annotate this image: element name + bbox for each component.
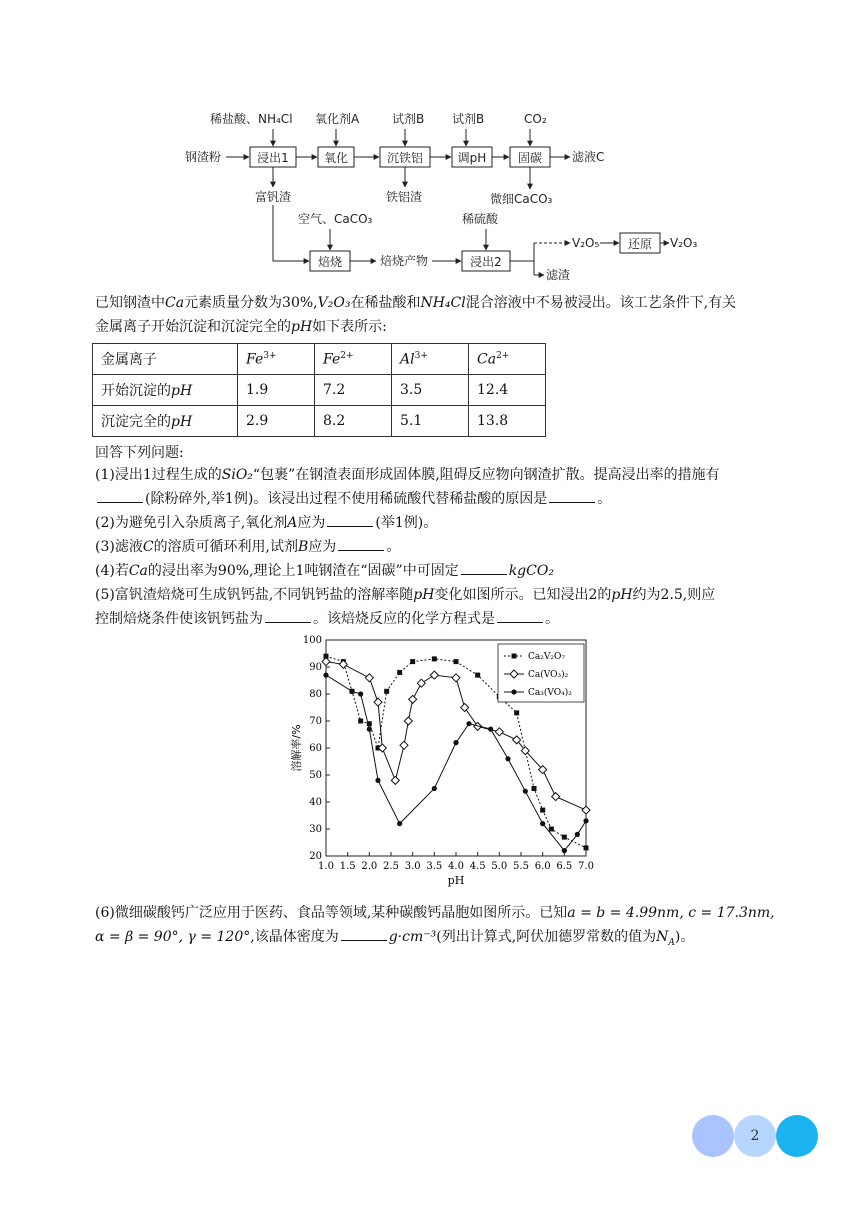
series-2-point xyxy=(404,717,412,725)
series-1-point xyxy=(514,710,519,715)
series-3-point xyxy=(523,789,528,794)
series-3-point xyxy=(466,721,471,726)
x-tick-label: 7.0 xyxy=(578,861,594,872)
table-cell: 1.9 xyxy=(238,375,315,406)
q6-line-1: (6)微细碳酸钙广泛应用于医药、食品等领域,某种碳酸钙晶胞如图所示。已知a = b = 4.99nm, c = 17.3nm, xyxy=(95,905,775,921)
q1-line-1: (1)浸出1过程生成的SiO₂“包裹”在钢渣表面形成固体膜,阻碍反应物向钢渣扩散。提高浸出率的措施有 xyxy=(95,467,720,483)
table-row xyxy=(93,406,546,437)
label-filtrate-c: 滤液C xyxy=(572,150,605,164)
q4-line: (4)若Ca的浸出率为90%,理论上1吨钢渣在“固碳”中可固定 kgCO₂ xyxy=(95,560,815,582)
label-roast-product: 焙烧产物 xyxy=(380,254,429,268)
header-cell: $Ca^{2+}$ xyxy=(469,344,546,375)
y-tick-label: 70 xyxy=(309,716,322,727)
pager-circle-right xyxy=(776,1115,818,1157)
series-3-point xyxy=(432,786,437,791)
answer-blank[interactable] xyxy=(97,488,143,503)
x-tick-label: 4.0 xyxy=(448,861,464,872)
series-1-point xyxy=(410,659,415,664)
q1-line-2: (除粉碎外,举1例)。该浸出过程不使用稀硫酸代替稀盐酸的原因是 。 xyxy=(95,488,815,510)
series-2-point xyxy=(417,679,425,687)
legend-entry: Ca₃(VO₄)₂ xyxy=(528,688,572,698)
table-cell: 5.1 xyxy=(392,406,469,437)
table-cell: 7.2 xyxy=(315,375,392,406)
x-tick-label: 2.0 xyxy=(361,861,378,872)
q6-line-2: α = β = 90°, γ = 120°,该晶体密度为 g·cm⁻³(列出计算式,阿伏加德罗常数的值为$N_A$)。 xyxy=(95,926,815,954)
label-residue: 滤渣 xyxy=(546,268,571,282)
series-2-point xyxy=(400,741,408,749)
intro-line-2: 金属离子开始沉淀和沉淀完全的pH如下表所示: xyxy=(95,319,387,335)
series-1-point xyxy=(432,656,437,661)
series-2-point xyxy=(430,671,438,679)
header-cell: $Fe^{3+}$ xyxy=(238,344,315,375)
label-fe-al-slag: 铁铝渣 xyxy=(386,190,423,204)
series-1-point xyxy=(532,786,537,791)
answer-blank[interactable] xyxy=(497,608,543,623)
series-3-point xyxy=(375,778,380,783)
x-tick-label: 1.0 xyxy=(318,861,334,872)
box-roast-label: 焙烧 xyxy=(317,255,343,269)
box-reduce-label: 还原 xyxy=(627,237,653,251)
series-3-point xyxy=(367,727,372,732)
answer-blank[interactable] xyxy=(338,536,384,551)
answer-blank[interactable] xyxy=(461,560,507,575)
label-rich-v-slag: 富钒渣 xyxy=(255,190,292,204)
x-tick-label: 3.0 xyxy=(404,861,421,872)
answer-blank[interactable] xyxy=(341,926,387,941)
legend-entry: Ca(VO₃)₂ xyxy=(528,670,569,680)
header-cell: $Al^{3+}$ xyxy=(392,344,469,375)
series-3-point xyxy=(488,727,493,732)
input-co2: CO₂ xyxy=(524,112,547,126)
header-cell: 金属离子 xyxy=(93,344,238,375)
y-tick-label: 20 xyxy=(309,851,322,862)
x-tick-label: 6.0 xyxy=(534,861,551,872)
answer-lead: 回答下列问题: xyxy=(95,445,184,461)
table-cell: 8.2 xyxy=(315,406,392,437)
box-leach2-label: 浸出2 xyxy=(470,255,502,269)
q5-line-2: 控制焙烧条件使该钒钙盐为 。该焙烧反应的化学方程式是 。 xyxy=(95,608,815,630)
q5-line-1: (5)富钒渣焙烧可生成钒钙盐,不同钒钙盐的溶解率随pH变化如图所示。已知浸出2的pH约为2.5,则应 xyxy=(95,587,716,603)
series-1-point xyxy=(562,835,567,840)
box-leach1-label: 浸出1 xyxy=(257,151,289,165)
x-tick-label: 3.5 xyxy=(426,861,443,872)
series-2-point xyxy=(552,793,560,801)
series-1-point xyxy=(358,719,363,724)
y-tick-label: 40 xyxy=(309,797,322,808)
series-2-point xyxy=(322,658,330,666)
x-tick-label: 4.5 xyxy=(469,861,486,872)
precipitation-ph-table xyxy=(92,343,546,437)
table-cell: 2.9 xyxy=(238,406,315,437)
series-1-point xyxy=(454,659,459,664)
row-label: 开始沉淀的pH xyxy=(93,375,238,406)
series-2-point xyxy=(378,744,386,752)
x-axis-label: pH xyxy=(447,874,465,887)
y-tick-label: 80 xyxy=(309,689,322,700)
y-tick-label: 50 xyxy=(309,770,322,781)
box-fe-al-label: 沉铁铝 xyxy=(386,151,424,165)
series-1-point xyxy=(475,673,480,678)
input-reagent-b2: 试剂B xyxy=(452,112,485,126)
pager-circle-left xyxy=(692,1115,734,1157)
series-2-point xyxy=(452,674,460,682)
input-oxidant: 氧化剂A xyxy=(315,112,360,126)
series-2-point xyxy=(339,660,347,668)
answer-blank[interactable] xyxy=(327,512,373,527)
series-2-point xyxy=(582,806,590,814)
series-1-point xyxy=(397,670,402,675)
answer-blank[interactable] xyxy=(549,488,595,503)
page-number: 2 xyxy=(734,1115,776,1157)
table-row xyxy=(93,375,546,406)
x-tick-label: 1.5 xyxy=(339,861,356,872)
table-header-row xyxy=(93,344,546,375)
table-cell: 13.8 xyxy=(469,406,546,437)
x-tick-label: 5.5 xyxy=(513,861,529,872)
label-v2o3: V₂O₃ xyxy=(670,236,698,250)
series-2-point xyxy=(409,695,417,703)
intro-line-1: 已知钢渣中Ca元素质量分数为30%,V₂O₃在稀盐酸和NH₄Cl混合溶液中不易被浸出。该工艺条件下,有关 xyxy=(95,295,737,311)
x-tick-label: 6.5 xyxy=(556,861,573,872)
y-tick-label: 90 xyxy=(309,662,322,673)
y-axis-label: 溶解率/% xyxy=(290,724,303,772)
input-air-caco3: 空气、CaCO₃ xyxy=(298,212,373,226)
series-3-point xyxy=(349,689,354,694)
series-3-point xyxy=(397,821,402,826)
series-3-point xyxy=(540,821,545,826)
y-tick-label: 60 xyxy=(309,743,322,754)
table-cell: 3.5 xyxy=(392,375,469,406)
series-3-point xyxy=(453,740,458,745)
label-v2o5: V₂O₅ xyxy=(572,236,600,250)
legend-entry: Ca₂V₂O₇ xyxy=(528,652,565,662)
series-2-point xyxy=(391,776,399,784)
series-3-point xyxy=(323,673,328,678)
row-label: 沉淀完全的pH xyxy=(93,406,238,437)
box-oxidize-label: 氧化 xyxy=(323,151,349,165)
q2-line: (2)为避免引入杂质离子,氧化剂A应为 (举1例)。 xyxy=(95,512,815,534)
input-acid-nh4cl: 稀盐酸、NH₄Cl xyxy=(210,112,293,126)
box-ph-label: 调pH xyxy=(457,151,487,165)
x-tick-label: 2.5 xyxy=(383,861,399,872)
series-3-point xyxy=(575,832,580,837)
series-3-point xyxy=(505,756,510,761)
series-2-point xyxy=(461,704,469,712)
series-2-point xyxy=(365,674,373,682)
series-1-point xyxy=(540,808,545,813)
series-3-point xyxy=(562,848,567,853)
series-3-point xyxy=(358,691,363,696)
input-dilute-h2so4: 稀硫酸 xyxy=(462,212,499,226)
series-3-point xyxy=(583,818,588,823)
series-2-point xyxy=(374,698,382,706)
process-flow-diagram xyxy=(170,105,730,285)
series-1-point xyxy=(384,689,389,694)
table-cell: 12.4 xyxy=(469,375,546,406)
solubility-chart xyxy=(288,632,608,894)
series-2-point xyxy=(495,728,503,736)
y-tick-label: 100 xyxy=(302,635,322,646)
legend-marker xyxy=(512,654,517,659)
y-tick-label: 30 xyxy=(309,824,322,835)
label-fine-caco3: 微细CaCO₃ xyxy=(490,192,553,206)
input-reagent-b1: 试剂B xyxy=(392,112,425,126)
label-slag: 钢渣粉 xyxy=(185,150,222,164)
series-1-point xyxy=(549,827,554,832)
series-1-point xyxy=(584,845,589,850)
legend-marker xyxy=(511,689,516,694)
q3-line: (3)滤液C的溶质可循环利用,试剂B应为 。 xyxy=(95,536,815,558)
box-fix-label: 固碳 xyxy=(517,151,543,165)
x-tick-label: 5.0 xyxy=(491,861,508,872)
answer-blank[interactable] xyxy=(265,608,311,623)
header-cell: $Fe^{2+}$ xyxy=(315,344,392,375)
